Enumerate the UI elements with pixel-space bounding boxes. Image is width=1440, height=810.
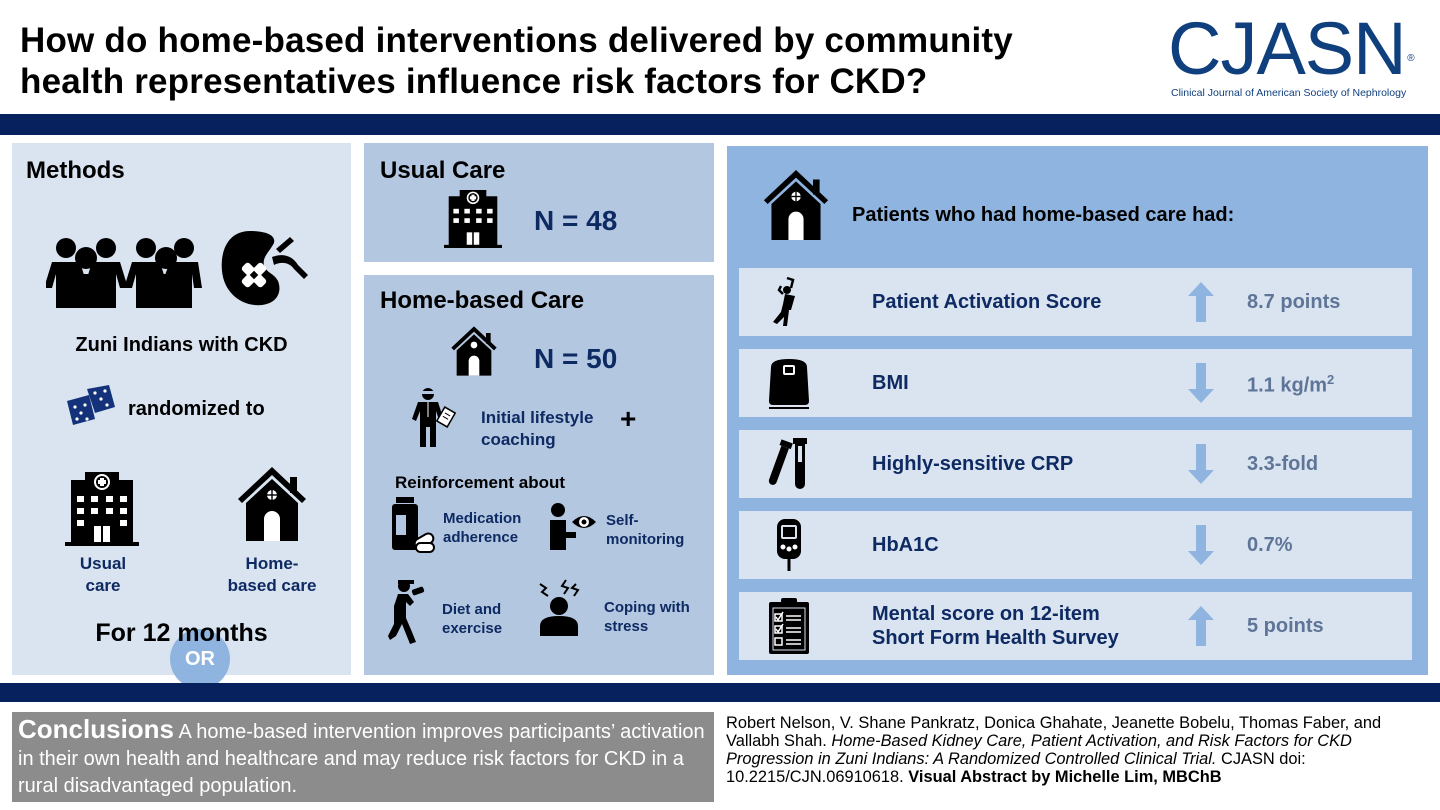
result-row-patient-activation	[739, 268, 1412, 336]
result-label: Highly-sensitive CRP	[872, 453, 1074, 475]
title-line-1: How do home-based interventions delivered by community	[20, 21, 1013, 60]
home-care-title: Home-based Care	[380, 287, 585, 314]
usual-care-title: Usual Care	[380, 157, 506, 184]
medication-bottle-icon	[392, 497, 436, 553]
stressed-person-icon	[536, 578, 582, 636]
result-row-crp	[739, 430, 1412, 498]
dice-icon	[65, 383, 117, 429]
runner-drinking-icon	[388, 580, 432, 646]
usual-care-panel	[364, 143, 714, 262]
reinforce-item-diet: Diet and exercise	[442, 601, 503, 637]
logo-registered-mark: ®	[1407, 53, 1414, 64]
home-care-n: N = 50	[534, 343, 618, 374]
conclusions-text: A home-based intervention improves participants’ activation in their own health and healthcare and may reduce risk factors for CKD in a rural disadvantaged population.	[18, 721, 705, 797]
house-icon	[762, 166, 830, 244]
bottom-divider-bar	[0, 683, 1440, 702]
result-value: 1.1 $kg/m^2$	[1247, 372, 1335, 397]
glucose-meter-icon	[763, 519, 815, 571]
result-value: 8.7 points	[1247, 291, 1341, 313]
randomized-label: randomized to	[128, 398, 265, 420]
citation-authors: Robert Nelson, V. Shane Pankratz, Donica Ghahate, Jeanette Bobelu, Thomas Faber, and Vallabh Shah.	[726, 714, 1382, 750]
citation-credit: Visual Abstract by Michelle Lim, MBChB	[908, 768, 1222, 786]
citation-doi: CJASN doi: 10.2215/CJN.06910618.	[726, 750, 1306, 786]
reinforcement-title: Reinforcement about	[395, 473, 566, 492]
home-care-panel	[364, 275, 714, 675]
kidney-bandage-icon	[220, 229, 312, 309]
coaching-label: Initial lifestyle coaching	[481, 408, 594, 449]
self-monitoring-eye-icon	[548, 502, 598, 552]
health-coach-icon	[410, 387, 460, 449]
or-badge: OR	[170, 629, 230, 689]
citation-title: Home-Based Kidney Care, Patient Activation, and Risk Factors for CKD Progression in Zuni Indians: A Randomized Controlled Clinical Trial.	[726, 732, 1352, 768]
citation	[726, 714, 1432, 786]
top-divider-bar	[0, 114, 1440, 135]
result-label: Mental score on 12-item Short Form Health Survey	[872, 603, 1119, 649]
population-label: Zuni Indians with CKD	[75, 334, 288, 356]
title-line-2: health representatives influence risk factors for CKD?	[20, 62, 928, 101]
cheering-person-icon	[763, 276, 815, 328]
result-label: Patient Activation Score	[872, 291, 1102, 313]
logo-text: CJASN	[1168, 7, 1406, 90]
result-value: 0.7%	[1247, 534, 1293, 556]
duration-label: For 12 months	[95, 619, 268, 647]
arrow-down-icon	[1188, 444, 1214, 484]
header	[0, 0, 1440, 114]
arrow-down-icon	[1188, 363, 1214, 403]
reinforce-item-medication: Medication adherence	[443, 510, 522, 546]
house-icon	[236, 465, 308, 543]
logo-subtitle: Clinical Journal of American Society of Nephrology	[1171, 87, 1407, 99]
reinforce-item-coping: Coping with stress	[604, 599, 690, 635]
result-label: HbA1C	[872, 534, 939, 556]
page-title	[20, 20, 1140, 102]
result-value: 3.3-fold	[1247, 453, 1319, 475]
arrow-up-icon	[1188, 282, 1214, 322]
arm-usual-care-label: Usual care	[79, 554, 127, 595]
methods-title: Methods	[26, 157, 125, 184]
hospital-icon	[65, 470, 139, 548]
conclusions-box	[12, 712, 714, 802]
result-row-bmi	[739, 349, 1412, 417]
methods-panel	[12, 143, 351, 675]
result-row-hba1c	[739, 511, 1412, 579]
result-value: 5 points	[1247, 615, 1324, 637]
test-tubes-icon	[763, 438, 815, 490]
conclusions-heading: Conclusions	[18, 714, 175, 744]
weight-scale-icon	[763, 357, 815, 409]
result-row-mental-score	[739, 592, 1412, 660]
clipboard-checklist-icon	[763, 596, 815, 656]
result-label: BMI	[872, 372, 909, 394]
arrow-down-icon	[1188, 525, 1214, 565]
arm-home-care-label: Home- based care	[227, 554, 317, 595]
group-people-icon	[46, 236, 202, 308]
arrow-up-icon	[1188, 606, 1214, 646]
cjasn-logo	[1168, 7, 1430, 99]
usual-care-n: N = 48	[534, 205, 618, 236]
results-title: Patients who had home-based care had:	[852, 204, 1235, 226]
plus-sign: +	[620, 403, 637, 434]
reinforce-item-self-monitoring: Self- monitoring	[606, 512, 685, 548]
hospital-icon	[444, 188, 502, 250]
house-icon	[450, 323, 498, 379]
